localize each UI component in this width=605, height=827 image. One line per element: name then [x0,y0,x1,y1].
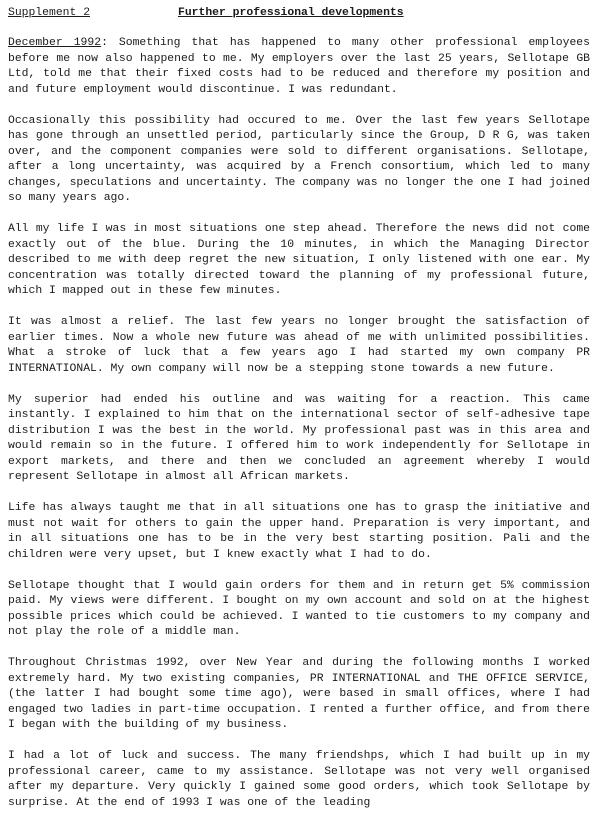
paragraph-occasionally: Occasionally this possibility had occured to me. Over the last few years Sellotape has gone through an unsettled period, particularly since the Group, D R G, was taken over, and the component companies were sold to different organisations. Sellotape, after a long uncertainty, was acquired by a French consortium, which led to many changes, speculations and uncertainty. The company was no longer the one I had joined so many years ago. [8,114,590,204]
paragraph-life-taught: Life has always taught me that in all situations one has to grasp the initiative and must not wait for others to gain the upper hand. Preparation is very important, and in all situations one has to be in the very best starting position. Pali and the children were very upset, but I knew exactly what I had to do. [8,502,590,561]
paragraph-superior: My superior had ended his outline and was waiting for a reaction. This came instantly. I explained to him that on the international sector of self-adhesive tape distribution I was the best in the world. My professional past was in this area and would remain so in the future. I offered him to work independently for Sellotape in export markets, and there and then we concluded an agreement whereby I would represent Sellotape in almost all African markets. [8,393,590,483]
document-page [8,6,590,827]
paragraph-text: : Something that has happened to many other professional employees before me now also happened to me. My employers over the last 25 years, Sellotape GB Ltd, told me that their fixed costs had to be reduced and therefore my position and and future employment would discontinue. I was redundant. [8,37,590,96]
paragraph-christmas: Throughout Christmas 1992, over New Year and during the following months I worked extremely hard. My two existing companies, PR INTERNATIONAL and THE OFFICE SERVICE, (the latter I had bought some time ago), were based in small offices, where I had engaged two ladies in part-time occupation. I rented a further office, and from there I began with the building of my business. [8,657,590,731]
paragraph-relief: It was almost a relief. The last few years no longer brought the satisfaction of earlier times. Now a whole new future was ahead of me with unlimited possibilities. What a stroke of luck that a few years ago I had started my own company PR INTERNATIONAL. My own company will now be a stepping stone towards a new future. [8,316,590,375]
paragraph-sellotape-thought: Sellotape thought that I would gain orders for them and in return get 5% commission paid. My views were different. I bought on my own account and sold on at the highest possible prices which could be achieved. I wanted to tie customers to my company and not play the role of a middle man. [8,579,590,638]
paragraph-luck: I had a lot of luck and success. The many friendshps, which I had built up in my professional career, came to my assistance. Sellotape was not very well organised after my departure. Very quickly I gained some good orders, which took Sellotape by surprise. At the end of 1993 I was one of the leading [8,750,590,809]
section-title: Further professional developments [178,7,404,19]
document-header [8,6,590,22]
paragraph-date: December 1992 [8,37,102,49]
supplement-label: Supplement 2 [8,7,91,19]
paragraph-all-my-life: All my life I was in most situations one step ahead. Therefore the news did not come exactly out of the blue. During the 10 minutes, in which the Managing Director described to me with deep regret the new situation, I only listened with one ear. My concentration was totally directed toward the planning of my professional future, which I mapped out in these few minutes. [8,223,590,297]
paragraph-december-1992 [8,36,590,98]
